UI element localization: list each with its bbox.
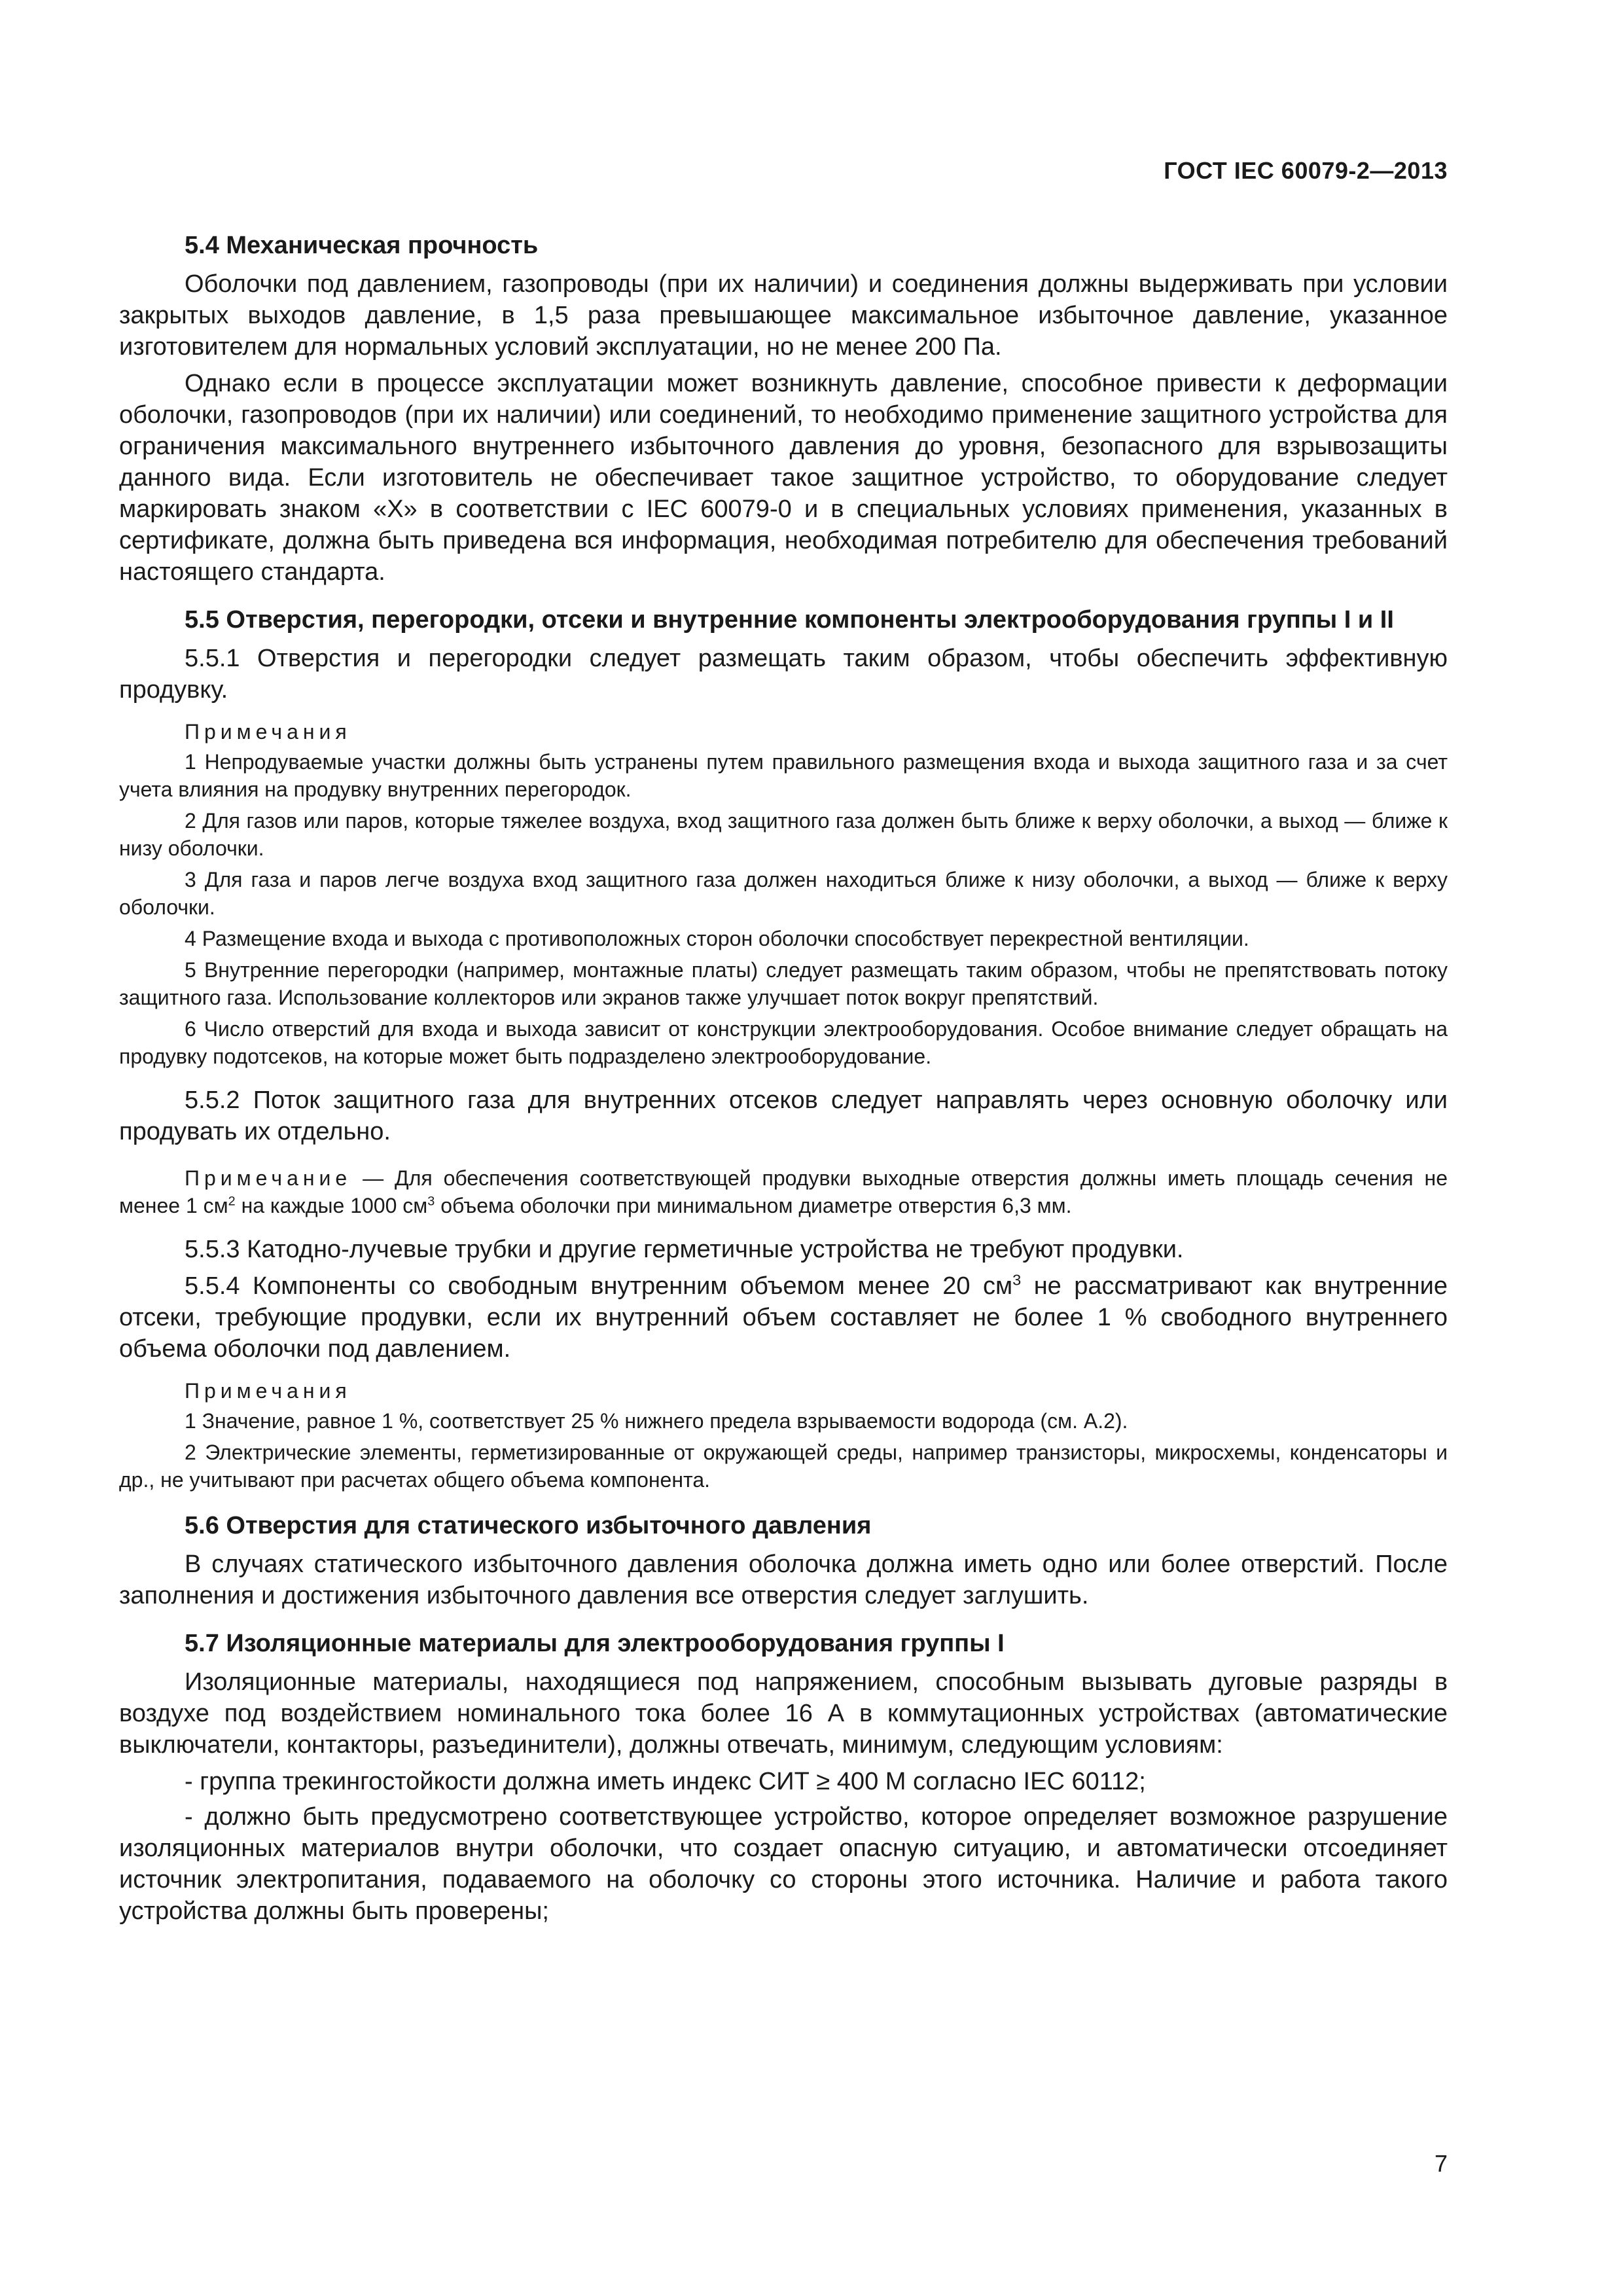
note-text-c: объема оболочки при минимальном диаметре отверстия 6,3 мм. (435, 1194, 1072, 1217)
section-5-7-paragraph-1: Изоляционные материалы, находящиеся под напряжением, способным вызывать дуговые разряды в воздухе под воздействием номинального тока более 16 А в коммутационных устройствах (автоматические выключатели, контакторы, разъединители), должны отвечать, минимум, следующим условиям: (119, 1668, 1448, 1759)
section-5-7-title: 5.7 Изоляционные материалы для электрооборудования группы I (185, 1630, 1005, 1657)
notes-label: Примечания (185, 1379, 351, 1403)
document-header: ГОСТ IEC 60079-2—2013 (1164, 157, 1448, 184)
section-5-5-title: 5.5 Отверстия, перегородки, отсеки и внутренние компоненты электрооборудования группы I и II (185, 606, 1394, 634)
note-item: 3 Для газа и паров легче воздуха вход защитного газа должен находиться ближе к низу оболочки, а выход — ближе к верху оболочки. (119, 868, 1448, 919)
superscript: 3 (427, 1194, 435, 1209)
note-item: 1 Значение, равное 1 %, соответствует 25 % нижнего предела взрываемости водорода (см. А.2). (185, 1409, 1128, 1433)
clause-5-5-2: 5.5.2 Поток защитного газа для внутренних отсеков следует направлять через основную оболочку или продувать их отдельно. (119, 1086, 1448, 1145)
section-5-6-paragraph-1: В случаях статического избыточного давления оболочка должна иметь одно или более отверстий. После заполнения и достижения избыточного давления все отверстия следует заглушить. (119, 1551, 1448, 1609)
note-label: Примечание (185, 1166, 352, 1190)
note-item: 4 Размещение входа и выхода с противоположных сторон оболочки способствует перекрестной вентиляции. (185, 927, 1249, 950)
clause-5-5-4 (119, 1270, 1448, 1365)
superscript: 2 (228, 1194, 236, 1209)
list-item: - группа трекингостойкости должна иметь индекс СИТ ≥ 400 М согласно IEC 60112; (185, 1768, 1146, 1795)
superscript: 3 (1012, 1271, 1022, 1289)
page-number: 7 (1434, 2150, 1448, 2177)
notes-label: Примечания (185, 720, 351, 744)
note-item: 2 Электрические элементы, герметизированные от окружающей среды, например транзисторы, микросхемы, конденсаторы и др., не учитывают при расчетах общего объема компонента. (119, 1441, 1448, 1492)
note-item: 2 Для газов или паров, которые тяжелее воздуха, вход защитного газа должен быть ближе к верху оболочки, а выход — ближе к низу оболочки. (119, 809, 1448, 860)
note-text-a: — Для обеспечения соответствующей продувки выходные отверстия должны иметь площадь сечения не менее 1 см (119, 1166, 1448, 1217)
note-item: 1 Непродуваемые участки должны быть устранены путем правильного размещения входа и выхода защитного газа и за счет учета влияния на продувку внутренних перегородок. (119, 750, 1448, 801)
section-5-4-title: 5.4 Механическая прочность (185, 232, 539, 259)
note-text-b: на каждые 1000 см (235, 1194, 428, 1217)
clause-text-b: не рассматривают как внутренние отсеки, требующие продувки, если их внутренний объем составляет не более 1 % свободного внутреннего объема оболочки под давлением. (119, 1272, 1448, 1363)
list-item: - должно быть предусмотрено соответствующее устройство, которое определяет возможное разрушение изоляционных материалов внутри оболочки, что создает опасную ситуацию, и автоматически отсоединяет источник электропитания, подаваемого на оболочку со стороны этого источника. Наличие и работа такого устройства должны быть проверены; (119, 1803, 1448, 1925)
section-5-4-paragraph-2: Однако если в процессе эксплуатации может возникнуть давление, способное привести к деформации оболочки, газопроводов (при их наличии) или соединений, то необходимо применение защитного устройства для ограничения максимального внутреннего избыточного давления до уровня, безопасного для взрывозащиты данного вида. Если изготовитель не обеспечивает такое защитное устройство, то оборудование следует маркировать знаком «X» в соответствии с IEC 60079-0 и в специальных условиях применения, указанных в сертификате, должна быть приведена вся информация, необходимая потребителю для обеспечения требований настоящего стандарта. (119, 370, 1448, 586)
section-5-6-title: 5.6 Отверстия для статического избыточного давления (185, 1512, 872, 1539)
clause-5-5-3: 5.5.3 Катодно-лучевые трубки и другие герметичные устройства не требуют продувки. (185, 1236, 1184, 1263)
note-item: 5 Внутренние перегородки (например, монтажные платы) следует размещать таким образом, чтобы не препятствовать потоку защитного газа. Использование коллекторов или экранов также улучшает поток вокруг препятствий. (119, 958, 1448, 1009)
clause-text-a: 5.5.4 Компоненты со свободным внутренним объемом менее 20 см (185, 1272, 1013, 1300)
note-5-5-2 (119, 1164, 1448, 1219)
section-5-4-paragraph-1: Оболочки под давлением, газопроводы (при их наличии) и соединения должны выдерживать при условии закрытых выходов давление, в 1,5 раза превышающее максимальное избыточное давление, указанное изготовителем для нормальных условий эксплуатации, но не менее 200 Па. (119, 270, 1448, 361)
note-item: 6 Число отверстий для входа и выхода зависит от конструкции электрооборудования. Особое внимание следует обращать на продувку подотсеков, на которые может быть подразделено электрооборудование. (119, 1017, 1448, 1068)
clause-5-5-1: 5.5.1 Отверстия и перегородки следует размещать таким образом, чтобы обеспечить эффективную продувку. (119, 645, 1448, 704)
document-body (119, 229, 1448, 1931)
